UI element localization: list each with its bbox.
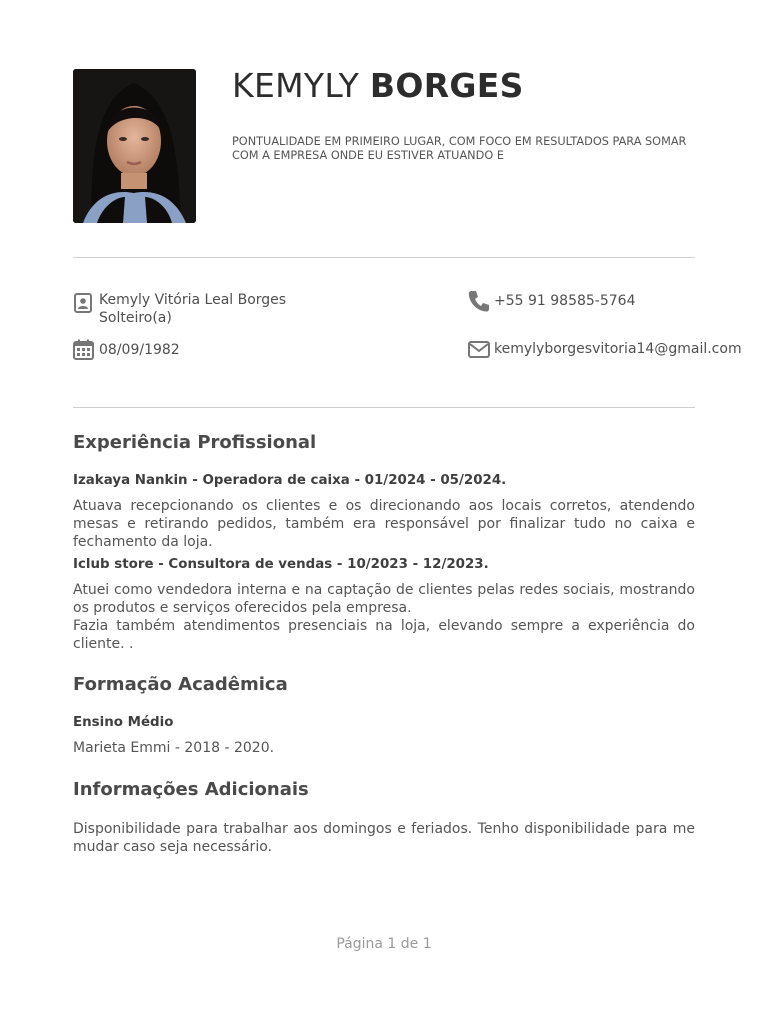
phone-number: +55 91 98585-5764: [494, 293, 636, 309]
calendar-icon: [73, 339, 95, 361]
education-level: Ensino Médio: [73, 715, 174, 730]
birth-date: 08/09/1982: [99, 342, 180, 358]
education-title: Formação Acadêmica: [73, 674, 288, 695]
info-full-name: [73, 291, 286, 327]
job-heading-2: Iclub store - Consultora de vendas - 10/2023 - 12/2023.: [73, 557, 489, 572]
divider-middle: [73, 407, 695, 408]
profile-photo: [73, 69, 196, 223]
info-email: [468, 338, 742, 360]
marital-status: Solteiro(a): [99, 310, 172, 326]
job-description-2: [73, 581, 695, 653]
info-phone: [468, 290, 635, 312]
page-number: Página 1 de 1: [336, 936, 432, 952]
education-school: Marieta Emmi - 2018 - 2020.: [73, 740, 275, 756]
candidate-name: [232, 66, 524, 105]
first-name: KEMYLY: [232, 66, 360, 105]
phone-icon: [468, 290, 490, 312]
additional-text: Disponibilidade para trabalhar aos domingos e feriados. Tenho disponibilidade para me mudar caso seja necessário.: [73, 821, 695, 855]
envelope-icon: [468, 338, 490, 360]
job-description-2-line-2: Fazia também atendimentos presenciais na loja, elevando sempre a experiência do cliente. .: [73, 618, 695, 652]
additional-title: Informações Adicionais: [73, 779, 309, 800]
job-heading-1: Izakaya Nankin - Operadora de caixa - 01/2024 - 05/2024.: [73, 473, 507, 488]
job-description-1: [73, 497, 695, 551]
email-address: kemylyborgesvitoria14@gmail.com: [494, 341, 742, 357]
professional-tagline: PONTUALIDADE EM PRIMEIRO LUGAR, COM FOCO EM RESULTADOS PARA SOMAR COM A EMPRESA ONDE EU ESTIVER ATUANDO E: [232, 135, 687, 162]
full-name: Kemyly Vitória Leal Borges: [99, 292, 287, 308]
job-description-1-line: Atuava recepcionando os clientes e os direcionando aos locais corretos, atendendo mesas e retirando pedidos, também era responsável por finalizar tudo no caixa e fechamento da loja.: [73, 498, 695, 550]
last-name: BORGES: [369, 66, 524, 105]
id-card-icon: [73, 291, 95, 313]
job-description-2-line-1: Atuei como vendedora interna e na captação de clientes pelas redes sociais, mostrando os produtos e serviços oferecidos pela empresa.: [73, 582, 695, 616]
experience-title: Experiência Profissional: [73, 432, 317, 453]
divider-top: [73, 257, 695, 258]
info-birth-date: [73, 339, 180, 361]
